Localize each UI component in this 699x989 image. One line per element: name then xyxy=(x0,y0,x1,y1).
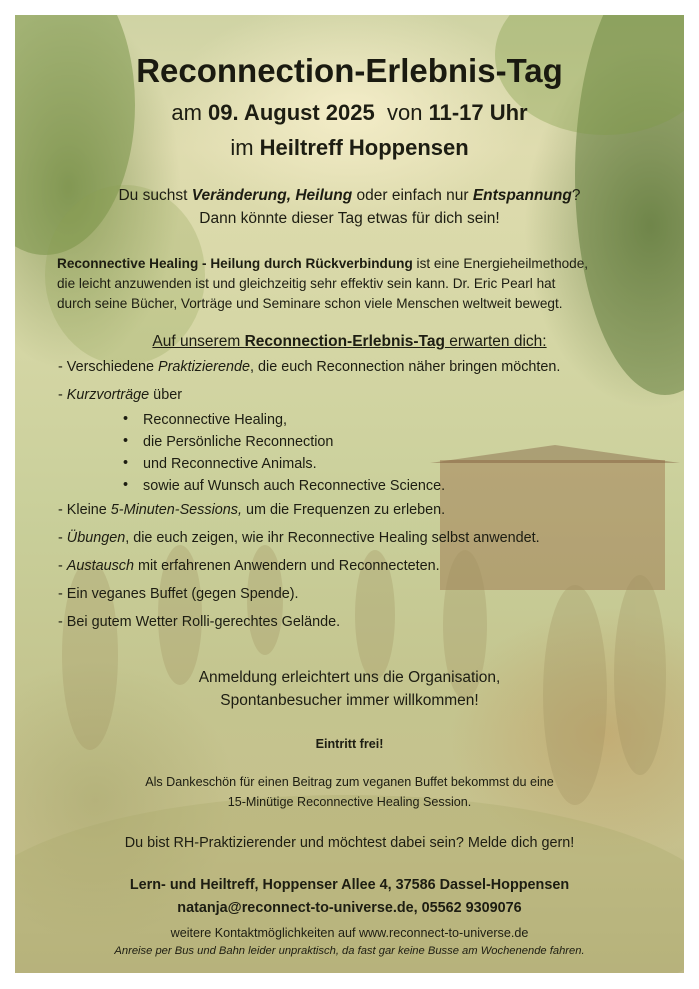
event-venue-line xyxy=(15,135,684,161)
talk-topic: Reconnective Healing, xyxy=(143,412,287,428)
intro-line-1 xyxy=(15,187,684,205)
item-highlight: Praktizierende xyxy=(158,359,250,375)
bullet-icon: • xyxy=(123,411,129,427)
talk-topic: die Persönliche Reconnection xyxy=(143,434,334,450)
intro-text: oder einfach nur xyxy=(352,187,473,204)
item-text: - xyxy=(58,558,67,574)
contact-website-note: weitere Kontaktmöglichkeiten auf www.reconnect-to-universe.de xyxy=(170,926,529,940)
venue-prefix: im xyxy=(230,135,260,160)
description-line-1 xyxy=(57,254,588,274)
heading-highlight: Reconnection-Erlebnis-Tag xyxy=(244,333,445,350)
intro-text: ? xyxy=(571,187,581,204)
registration-line-2: Spontanbesucher immer willkommen! xyxy=(220,692,479,709)
program-item-buffet: - Ein veganes Buffet (gegen Spende). xyxy=(58,586,299,602)
date-prefix: am xyxy=(171,100,209,125)
free-entry-note: Eintritt frei! xyxy=(315,737,384,751)
heading-text: Auf unserem xyxy=(152,333,245,350)
intro-highlight: Veränderung, Heilung xyxy=(191,187,353,204)
event-date-line xyxy=(15,100,684,126)
travel-note: Anreise per Bus und Bahn leider unpraktisch, da fast gar keine Busse am Wochenende fahren. xyxy=(114,945,585,957)
thanks-line-2: 15-Minütige Reconnective Healing Session. xyxy=(227,795,472,809)
registration-line-1: Anmeldung erleichtert uns die Organisation, xyxy=(198,669,501,686)
intro-highlight: Entspannung xyxy=(472,187,572,204)
program-item-exercises xyxy=(58,530,540,546)
heading-text: erwarten dich: xyxy=(444,333,547,350)
item-text: - xyxy=(58,530,67,546)
contact-email-phone: natanja@reconnect-to-universe.de, 05562 9309076 xyxy=(177,900,522,916)
description-lead: Reconnective Healing - Heilung durch Rückverbindung xyxy=(57,256,413,271)
item-text: - xyxy=(58,387,67,403)
bullet-icon: • xyxy=(123,477,129,493)
description-line-3: durch seine Bücher, Vorträge und Seminare schon viele Menschen weltweit bewegt. xyxy=(57,296,563,311)
item-highlight: Kurzvorträge xyxy=(66,387,150,403)
program-item-talks xyxy=(58,387,182,403)
item-text: - Kleine xyxy=(58,502,111,518)
item-text: , die euch zeigen, wie ihr Reconnective Healing selbst anwendet. xyxy=(125,530,540,546)
time-prefix: von xyxy=(374,100,429,125)
item-highlight: Übungen xyxy=(66,530,126,546)
intro-text: Du suchst xyxy=(118,187,192,204)
flyer xyxy=(15,15,684,973)
program-item-sessions xyxy=(58,502,445,518)
intro-line-2: Dann könnte dieser Tag etwas für dich sein! xyxy=(199,210,500,227)
contact-address: Lern- und Heiltreff, Hoppenser Allee 4, 37586 Dassel-Hoppensen xyxy=(129,877,570,893)
description-line-2: die leicht anzuwenden ist und gleichzeitig sehr effektiv sein kann. Dr. Eric Pearl hat xyxy=(57,276,556,291)
bullet-icon: • xyxy=(123,433,129,449)
item-text: um die Frequenzen zu erleben. xyxy=(241,502,446,518)
practitioner-call: Du bist RH-Praktizierender und möchtest dabei sein? Melde dich gern! xyxy=(124,835,575,851)
item-highlight: Austausch xyxy=(66,558,134,574)
event-date: 09. August 2025 xyxy=(208,100,375,125)
description-text: ist eine Energieheilmethode, xyxy=(412,256,589,271)
thanks-line-1: Als Dankeschön für einen Beitrag zum veganen Buffet bekommst du eine xyxy=(145,775,554,789)
item-text: mit erfahrenen Anwendern und Reconnecteten. xyxy=(134,558,440,574)
talk-topic: und Reconnective Animals. xyxy=(143,456,317,472)
program-item-exchange xyxy=(58,558,440,574)
program-item-practitioners xyxy=(58,359,560,375)
item-highlight: 5-Minuten-Sessions, xyxy=(110,502,242,518)
event-time: 11-17 Uhr xyxy=(428,100,528,125)
talk-topic: sowie auf Wunsch auch Reconnective Science. xyxy=(143,478,446,494)
program-item-accessibility: - Bei gutem Wetter Rolli-gerechtes Gelände. xyxy=(58,614,341,630)
item-text: , die euch Reconnection näher bringen möchten. xyxy=(250,359,561,375)
flyer-content xyxy=(15,15,684,973)
event-title: Reconnection-Erlebnis-Tag xyxy=(136,52,563,89)
event-venue: Heiltreff Hoppensen xyxy=(259,135,469,160)
program-heading xyxy=(15,333,684,351)
bullet-icon: • xyxy=(123,455,129,471)
item-text: - Verschiedene xyxy=(58,359,158,375)
item-text: über xyxy=(149,387,182,403)
